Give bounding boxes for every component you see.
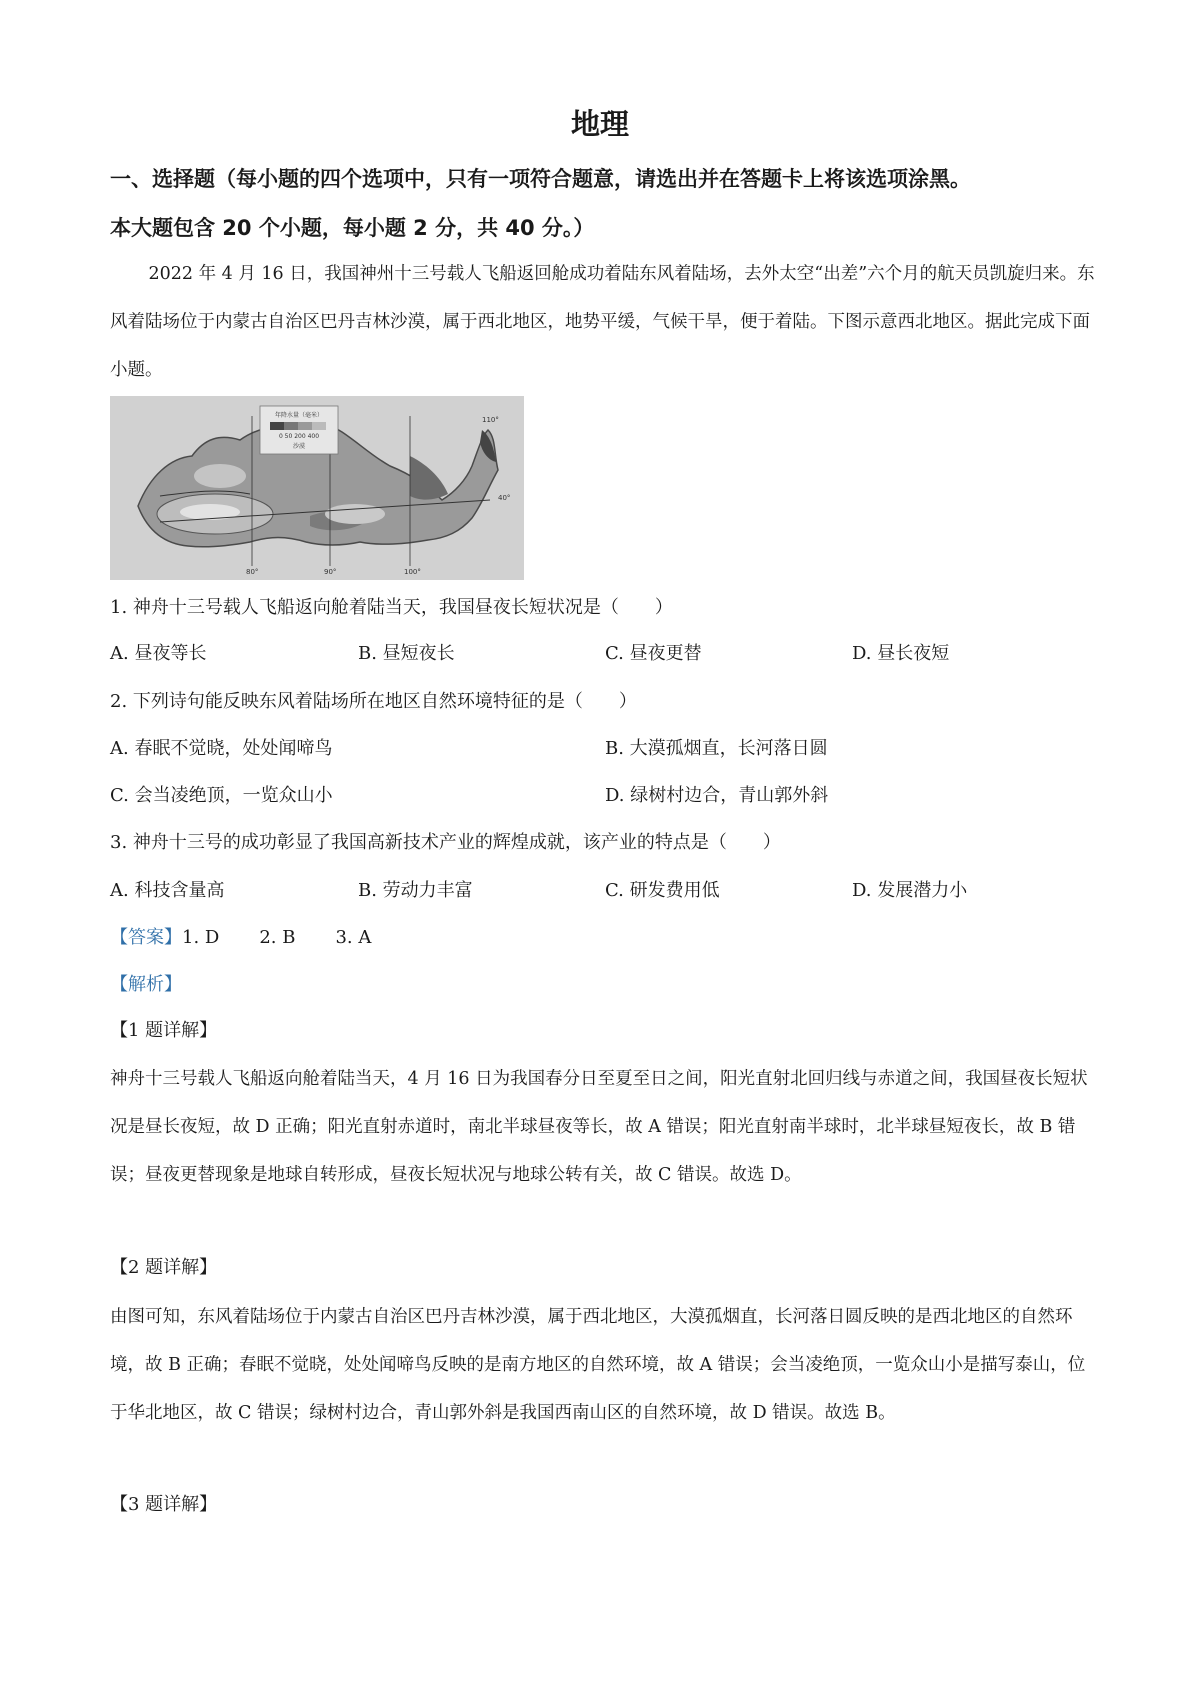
analysis-label: 【解析】 bbox=[110, 974, 182, 995]
question-2-option-d: D. 绿树村边合，青山郭外斜 bbox=[605, 785, 829, 806]
answer-item: 2. B bbox=[259, 927, 296, 948]
question-2-option-b: B. 大漠孤烟直，长河落日圆 bbox=[605, 738, 828, 759]
page-title: 地理 bbox=[570, 107, 629, 141]
northwest-china-map bbox=[110, 396, 524, 580]
detail-2-text: 由图可知，东风着陆场位于内蒙古自治区巴丹吉林沙漠，属于西北地区，大漠孤烟直，长河落日圆反映的是西北地区的自然环境，故 B 正确；春眠不觉晓，处处闻啼鸟反映的是南方地区的自然环境，故 A 错误；会当凌绝顶，一览众山小是描写泰山，位于华北地区，故 C 错误；绿树村边合，青山郭外斜是我国西南山区的自然环境，故 D 错误。故选 B。 bbox=[110, 1307, 1086, 1423]
question-1-option-d: D. 昼长夜短 bbox=[852, 643, 950, 664]
map-lat-label: 40° bbox=[498, 494, 511, 502]
answer-line bbox=[110, 929, 371, 947]
question-3-option-d: D. 发展潜力小 bbox=[852, 880, 968, 901]
map-figure bbox=[110, 396, 524, 580]
question-1-stem: 1. 神舟十三号载人飞船返向舱着陆当天，我国昼夜长短状况是（ ） bbox=[110, 597, 673, 618]
question-1-option-a: A. 昼夜等长 bbox=[110, 643, 207, 664]
question-3-option-a: A. 科技含量高 bbox=[110, 880, 225, 901]
question-3-option-b: B. 劳动力丰富 bbox=[358, 880, 473, 901]
question-1-option-c: C. 昼夜更替 bbox=[605, 643, 702, 664]
section-heading-line-1: 一、选择题（每小题的四个选项中，只有一项符合题意，请选出并在答题卡上将该选项涂黑。 bbox=[110, 167, 971, 191]
answer-item: 3. A bbox=[335, 927, 372, 948]
map-legend-title: 年降水量（毫米） bbox=[274, 412, 324, 419]
map-lon-label: 80° bbox=[246, 568, 259, 576]
map-lon-label: 110° bbox=[482, 416, 499, 424]
question-2-stem: 2. 下列诗句能反映东风着陆场所在地区自然环境特征的是（ ） bbox=[110, 691, 637, 712]
answer-label: 【答案】 bbox=[110, 927, 182, 948]
detail-3-heading: 【3 题详解】 bbox=[110, 1494, 218, 1515]
detail-1-heading: 【1 题详解】 bbox=[110, 1020, 218, 1041]
answer-item: 1. D bbox=[182, 927, 220, 948]
question-2-option-c: C. 会当凌绝顶，一览众山小 bbox=[110, 785, 333, 806]
section-heading-line-2: 本大题包含 20 个小题，每小题 2 分，共 40 分。） bbox=[110, 216, 595, 240]
map-legend-label: 沙漠 bbox=[292, 443, 306, 450]
map-legend-ticks: 0 50 200 400 bbox=[278, 433, 320, 440]
question-3-stem: 3. 神舟十三号的成功彰显了我国高新技术产业的辉煌成就，该产业的特点是（ ） bbox=[110, 832, 781, 853]
question-1-option-b: B. 昼短夜长 bbox=[358, 643, 455, 664]
map-lon-label: 90° bbox=[324, 568, 337, 576]
question-3-option-c: C. 研发费用低 bbox=[605, 880, 720, 901]
detail-2-heading: 【2 题详解】 bbox=[110, 1257, 218, 1278]
passage-text: 2022 年 4 月 16 日，我国神州十三号载人飞船返回舱成功着陆东风着陆场，去外太空“出差”六个月的航天员凯旋归来。东风着陆场位于内蒙古自治区巴丹吉林沙漠，属于西北地区，地势平缓，气候干旱，便于着陆。下图示意西北地区。据此完成下面小题。 bbox=[110, 264, 1095, 380]
detail-1-text: 神舟十三号载人飞船返向舱着陆当天，4 月 16 日为我国春分日至夏至日之间，阳光直射北回归线与赤道之间，我国昼夜长短状况是昼长夜短，故 D 正确；阳光直射赤道时，南北半球昼夜等长，故 A 错误；阳光直射南半球时，北半球昼短夜长，故 B 错误；昼夜更替现象是地球自转形成，昼夜长短状况与地球公转有关，故 C 错误。故选 D。 bbox=[110, 1069, 1088, 1185]
map-lon-label: 100° bbox=[404, 568, 421, 576]
question-2-option-a: A. 春眠不觉晓，处处闻啼鸟 bbox=[110, 738, 333, 759]
